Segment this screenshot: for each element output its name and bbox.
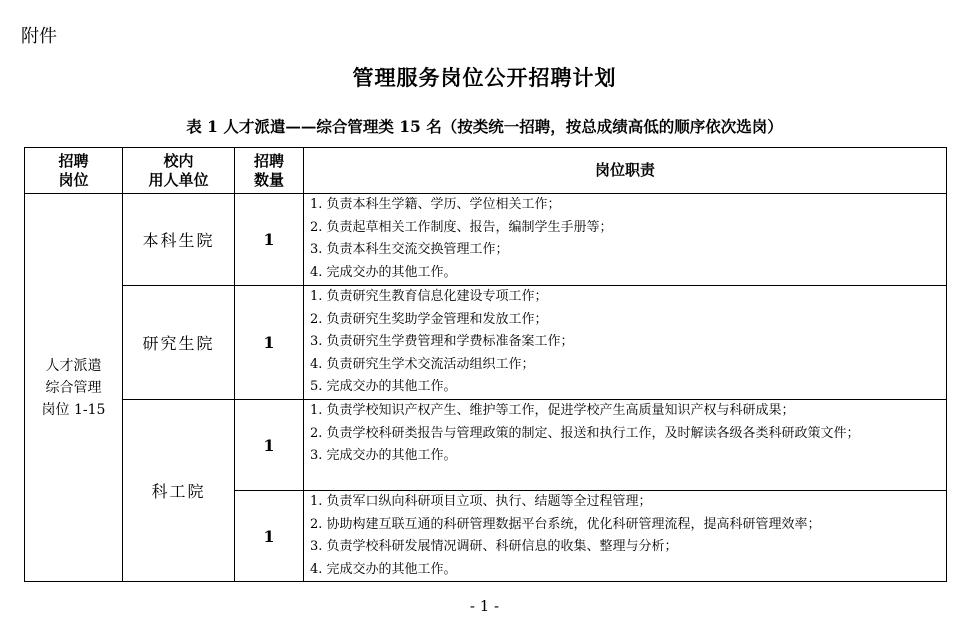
table-row [25, 400, 947, 491]
recruitment-plan-table [24, 147, 947, 582]
position-cell: 人才派遣 综合管理 岗位 1-15 [25, 194, 123, 582]
unit-research: 科工院 [123, 400, 235, 582]
header-position: 招聘 岗位 [25, 148, 123, 194]
duties-cell: 1. 负责军口纵向科研项目立项、执行、结题等全过程管理； 2. 协助构建互联互通的科研管理数据平台系统，优化科研管理流程，提高科研管理效率； 3. 负责学校科研发展情况调研、科研信息的收集、整理与分析； 4. 完成交办的其他工作。 [304, 491, 947, 582]
unit-undergrad: 本科生院 [123, 194, 235, 286]
unit-graduate: 研究生院 [123, 286, 235, 400]
count-cell: 1 [235, 400, 304, 491]
count-cell: 1 [235, 491, 304, 582]
count-cell: 1 [235, 194, 304, 286]
header-duties: 岗位职责 [304, 148, 947, 194]
table-caption: 表 1 人才派遣——综合管理类 15 名（按类统一招聘，按总成绩高低的顺序依次选岗） [186, 117, 783, 136]
page-number: - 1 - [469, 597, 500, 615]
table-row [25, 194, 947, 286]
duties-cell: 1. 负责学校知识产权产生、维护等工作，促进学校产生高质量知识产权与科研成果； 2. 负责学校科研类报告与管理政策的制定、报送和执行工作，及时解读各级各类科研政策文件； 3. 完成交办的其他工作。 [304, 400, 947, 491]
table-header-row [25, 148, 947, 194]
count-cell: 1 [235, 286, 304, 400]
duties-cell: 1. 负责研究生教育信息化建设专项工作； 2. 负责研究生奖助学金管理和发放工作； 3. 负责研究生学费管理和学费标准备案工作； 4. 负责研究生学术交流活动组织工作； 5. 完成交办的其他工作。 [304, 286, 947, 400]
header-count: 招聘 数量 [235, 148, 304, 194]
attachment-label: 附件 [21, 26, 57, 47]
table-row [25, 286, 947, 400]
duties-cell: 1. 负责本科生学籍、学历、学位相关工作； 2. 负责起草相关工作制度、报告，编制学生手册等； 3. 负责本科生交流交换管理工作； 4. 完成交办的其他工作。 [304, 194, 947, 286]
document-title: 管理服务岗位公开招聘计划 [352, 65, 617, 90]
header-unit: 校内 用人单位 [123, 148, 235, 194]
